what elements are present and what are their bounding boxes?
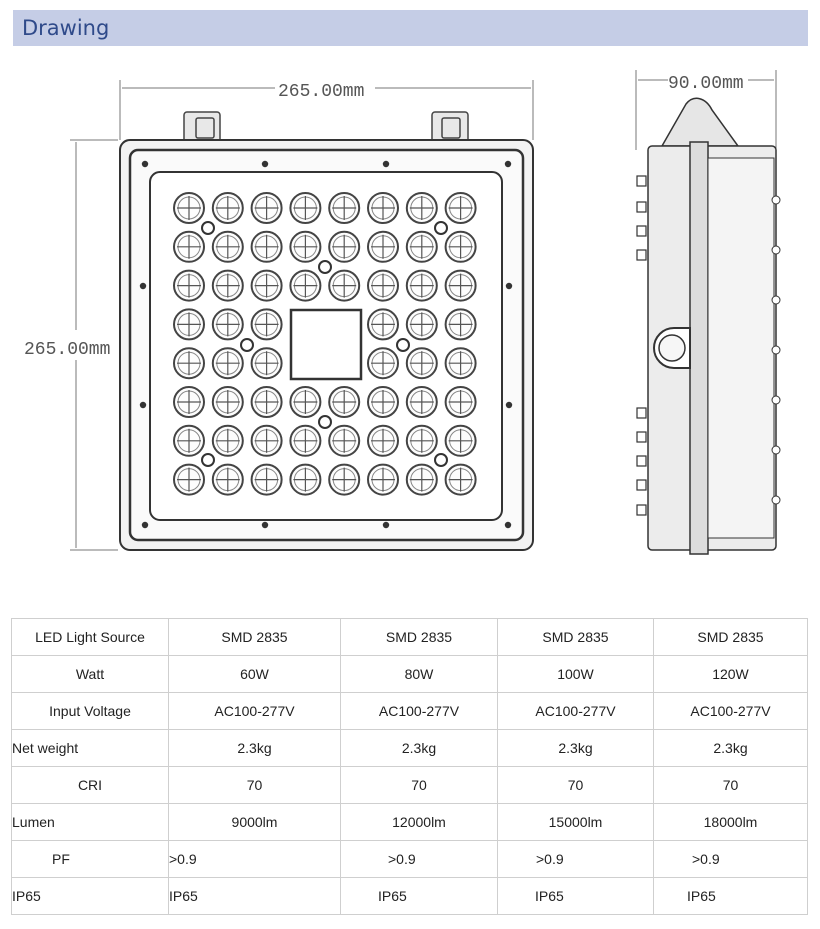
led-lens bbox=[213, 387, 243, 417]
section-header bbox=[13, 10, 808, 46]
cell-value: 60W bbox=[169, 656, 341, 693]
table-row bbox=[12, 841, 808, 878]
led-lens bbox=[368, 465, 398, 495]
cell-value: 18000lm bbox=[654, 804, 808, 841]
led-lens bbox=[329, 387, 359, 417]
led-lens bbox=[252, 309, 282, 339]
front-width-label: 265.00mm bbox=[278, 82, 365, 102]
led-lens bbox=[368, 271, 398, 301]
cell-value: SMD 2835 bbox=[341, 619, 498, 656]
cell-value: SMD 2835 bbox=[169, 619, 341, 656]
cell-value: SMD 2835 bbox=[498, 619, 654, 656]
table-row bbox=[12, 767, 808, 804]
cell-value: AC100-277V bbox=[498, 693, 654, 730]
cell-value: 2.3kg bbox=[498, 730, 654, 767]
led-lens bbox=[329, 193, 359, 223]
row-label: Net weight bbox=[12, 730, 169, 767]
section-title: Drawing bbox=[22, 16, 110, 40]
cell-value: >0.9 bbox=[169, 841, 341, 878]
led-lens bbox=[446, 309, 476, 339]
led-lens bbox=[213, 232, 243, 262]
led-lens bbox=[290, 271, 320, 301]
table-row bbox=[12, 878, 808, 915]
led-lens bbox=[446, 232, 476, 262]
row-label: PF bbox=[12, 841, 169, 878]
led-lens bbox=[174, 465, 204, 495]
led-lens bbox=[252, 465, 282, 495]
led-lens bbox=[446, 426, 476, 456]
led-lens bbox=[174, 426, 204, 456]
cell-value: AC100-277V bbox=[654, 693, 808, 730]
led-lens bbox=[290, 465, 320, 495]
cell-value: AC100-277V bbox=[169, 693, 341, 730]
cell-value: 2.3kg bbox=[341, 730, 498, 767]
cell-value: 100W bbox=[498, 656, 654, 693]
led-lens bbox=[213, 309, 243, 339]
led-lens bbox=[368, 387, 398, 417]
row-label: IP65 bbox=[12, 878, 169, 915]
led-lens bbox=[407, 348, 437, 378]
cell-value: IP65 bbox=[654, 878, 808, 915]
led-lens bbox=[329, 232, 359, 262]
cell-value: >0.9 bbox=[341, 841, 498, 878]
led-lens bbox=[290, 387, 320, 417]
led-lens bbox=[407, 232, 437, 262]
led-lens bbox=[407, 309, 437, 339]
led-lens bbox=[329, 426, 359, 456]
cell-value: IP65 bbox=[498, 878, 654, 915]
cell-value: 70 bbox=[654, 767, 808, 804]
led-lens bbox=[252, 232, 282, 262]
led-lens bbox=[252, 387, 282, 417]
led-lens bbox=[368, 232, 398, 262]
led-lens bbox=[407, 271, 437, 301]
row-label: Lumen bbox=[12, 804, 169, 841]
product-drawing bbox=[0, 60, 820, 570]
led-lens bbox=[290, 232, 320, 262]
table-row bbox=[12, 693, 808, 730]
front-height-label: 265.00mm bbox=[24, 340, 111, 360]
led-lens bbox=[252, 348, 282, 378]
table-row bbox=[12, 656, 808, 693]
led-lens bbox=[407, 426, 437, 456]
led-lens bbox=[174, 348, 204, 378]
led-lens bbox=[213, 348, 243, 378]
led-lens bbox=[368, 348, 398, 378]
led-lens bbox=[407, 193, 437, 223]
led-lens bbox=[174, 387, 204, 417]
led-lens bbox=[213, 193, 243, 223]
spec-table bbox=[11, 618, 808, 915]
cell-value: >0.9 bbox=[498, 841, 654, 878]
table-row bbox=[12, 619, 808, 656]
cell-value: 9000lm bbox=[169, 804, 341, 841]
led-lens bbox=[368, 426, 398, 456]
cell-value: 70 bbox=[341, 767, 498, 804]
led-lens bbox=[368, 193, 398, 223]
cell-value: 12000lm bbox=[341, 804, 498, 841]
row-label: CRI bbox=[12, 767, 169, 804]
led-lens bbox=[213, 271, 243, 301]
led-lens bbox=[252, 426, 282, 456]
side-view bbox=[637, 98, 780, 554]
cell-value: SMD 2835 bbox=[654, 619, 808, 656]
led-lens bbox=[446, 193, 476, 223]
cell-value: 2.3kg bbox=[169, 730, 341, 767]
cell-value: 70 bbox=[169, 767, 341, 804]
led-lens bbox=[368, 309, 398, 339]
cell-value: 80W bbox=[341, 656, 498, 693]
led-lens bbox=[213, 465, 243, 495]
led-lens bbox=[290, 193, 320, 223]
led-lens bbox=[407, 387, 437, 417]
led-lens bbox=[174, 309, 204, 339]
led-lens bbox=[446, 271, 476, 301]
led-lens bbox=[174, 193, 204, 223]
cell-value: IP65 bbox=[169, 878, 341, 915]
cell-value: 70 bbox=[498, 767, 654, 804]
center-driver-box bbox=[291, 310, 361, 379]
led-lens bbox=[174, 271, 204, 301]
led-lens bbox=[446, 348, 476, 378]
table-row bbox=[12, 804, 808, 841]
cell-value: IP65 bbox=[341, 878, 498, 915]
led-lens bbox=[446, 387, 476, 417]
row-label: Watt bbox=[12, 656, 169, 693]
table-row bbox=[12, 730, 808, 767]
led-lens bbox=[329, 271, 359, 301]
cell-value: 120W bbox=[654, 656, 808, 693]
cell-value: AC100-277V bbox=[341, 693, 498, 730]
cell-value: >0.9 bbox=[654, 841, 808, 878]
led-lens bbox=[252, 193, 282, 223]
led-lens bbox=[407, 465, 437, 495]
row-label: LED Light Source bbox=[12, 619, 169, 656]
led-lens bbox=[174, 232, 204, 262]
cell-value: 2.3kg bbox=[654, 730, 808, 767]
led-lens bbox=[290, 426, 320, 456]
row-label: Input Voltage bbox=[12, 693, 169, 730]
led-lens bbox=[329, 465, 359, 495]
led-lens bbox=[446, 465, 476, 495]
led-lens bbox=[252, 271, 282, 301]
cell-value: 15000lm bbox=[498, 804, 654, 841]
side-depth-label: 90.00mm bbox=[668, 74, 744, 94]
led-lens bbox=[213, 426, 243, 456]
